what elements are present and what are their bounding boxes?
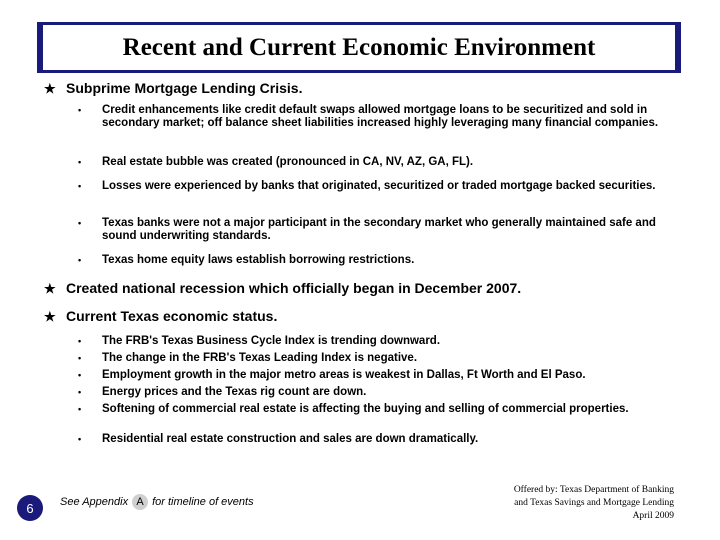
list-item: • Texas banks were not a major participant in the secondary market who generally maintained safe and sound underwriting standards. bbox=[78, 217, 656, 242]
section-heading-subprime: ★ Subprime Mortgage Lending Crisis. bbox=[44, 80, 303, 96]
star-bullet-icon: ★ bbox=[44, 309, 56, 324]
section-heading-recession: ★ Created national recession which officially began in December 2007. bbox=[44, 280, 522, 296]
bullet-icon: • bbox=[78, 157, 82, 167]
slide-title: Recent and Current Economic Environment bbox=[122, 33, 596, 61]
bullet-icon: • bbox=[78, 370, 82, 380]
bullet-icon: • bbox=[78, 387, 82, 397]
offered-by-note: Offered by: Texas Department of Banking and Texas Savings and Mortgage Lending April 2009 bbox=[513, 485, 674, 521]
list-item: • Residential real estate construction and sales are down dramatically. bbox=[78, 433, 479, 445]
list-item: • Texas home equity laws establish borrowing restrictions. bbox=[78, 254, 415, 266]
bullet-icon: • bbox=[78, 105, 82, 115]
title-box bbox=[37, 22, 681, 73]
list-item: • The change in the FRB's Texas Leading Index is negative. bbox=[78, 352, 418, 364]
list-item: • Softening of commercial real estate is affecting the buying and selling of commercial properties. bbox=[78, 403, 629, 415]
list-item: • Real estate bubble was created (pronounced in CA, NV, AZ, GA, FL). bbox=[78, 156, 474, 168]
list-item: • Losses were experienced by banks that originated, securitized or traded mortgage backed securities. bbox=[78, 180, 656, 192]
section-heading-texas-status: ★ Current Texas economic status. bbox=[44, 308, 278, 324]
list-item: • The FRB's Texas Business Cycle Index is trending downward. bbox=[78, 335, 441, 347]
title-border-right bbox=[675, 22, 681, 73]
page-number-badge: 6 bbox=[17, 495, 43, 521]
list-item: • Energy prices and the Texas rig count are down. bbox=[78, 386, 367, 398]
bullet-icon: • bbox=[78, 353, 82, 363]
star-bullet-icon: ★ bbox=[44, 281, 56, 296]
appendix-letter-badge: A bbox=[132, 494, 148, 510]
star-bullet-icon: ★ bbox=[44, 81, 56, 96]
bullet-icon: • bbox=[78, 255, 82, 265]
list-item: • Employment growth in the major metro areas is weakest in Dallas, Ft Worth and El Paso. bbox=[78, 369, 586, 381]
list-item: • Credit enhancements like credit default swaps allowed mortgage loans to be securitized and sold in secondary market; off balance sheet liabilities increased highly leveraging many financial companies. bbox=[78, 104, 659, 129]
bullet-icon: • bbox=[78, 336, 82, 346]
bullet-icon: • bbox=[78, 404, 82, 414]
appendix-note: See Appendix A for timeline of events bbox=[60, 496, 254, 508]
bullet-icon: • bbox=[78, 434, 82, 444]
title-border-left bbox=[37, 22, 43, 73]
bullet-icon: • bbox=[78, 218, 82, 228]
bullet-icon: • bbox=[78, 181, 82, 191]
